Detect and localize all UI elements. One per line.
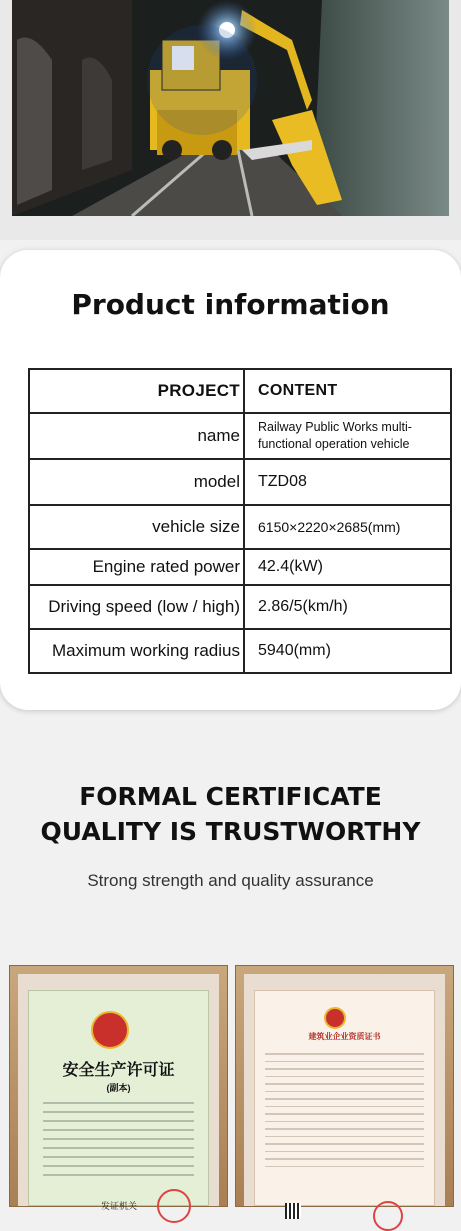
railway-vehicle-photo <box>12 0 449 216</box>
row-value: 6150×2220×2685(mm) <box>244 505 451 549</box>
row-label: vehicle size <box>29 505 244 549</box>
red-seal-icon <box>373 1201 403 1231</box>
construction-qualification-certificate <box>235 965 454 1207</box>
tunnel-scene-illustration <box>12 0 449 216</box>
certificate-text-lines <box>29 1095 208 1183</box>
hero-section <box>0 0 461 240</box>
row-label: Driving speed (low / high) <box>29 585 244 629</box>
row-value: 5940(mm) <box>244 629 451 673</box>
row-label: name <box>29 413 244 459</box>
product-information-card <box>0 250 461 710</box>
row-label: Engine rated power <box>29 549 244 585</box>
red-seal-icon <box>157 1189 191 1223</box>
certificate-text-lines <box>255 1047 434 1173</box>
safety-production-license-certificate <box>9 965 228 1211</box>
table-row <box>29 413 451 459</box>
certificate-issuer-label: 发证机关 <box>101 1201 138 1211</box>
table-row <box>29 629 451 673</box>
content-column-header: CONTENT <box>244 369 451 413</box>
certificate-copy-label: (副本) <box>106 1083 131 1093</box>
product-spec-table <box>28 368 452 674</box>
certificate-title: 建筑业企业资质证书 <box>308 1032 381 1041</box>
row-value: 42.4(kW) <box>244 549 451 585</box>
row-value: 2.86/5(km/h) <box>244 585 451 629</box>
table-row <box>29 549 451 585</box>
certificate-title-line2: QUALITY IS TRUSTWORTHY <box>40 817 421 846</box>
row-label: model <box>29 459 244 505</box>
project-column-header: PROJECT <box>29 369 244 413</box>
qr-code-icon <box>285 1203 301 1219</box>
national-emblem-icon <box>91 1011 129 1049</box>
product-information-title: Product information <box>71 288 390 321</box>
table-row <box>29 585 451 629</box>
row-value: Railway Public Works multi-functional operation vehicle <box>244 413 451 459</box>
table-header-row <box>29 369 451 413</box>
table-row <box>29 459 451 505</box>
national-emblem-icon <box>324 1007 346 1029</box>
certificate-subtitle: Strong strength and quality assurance <box>87 871 374 890</box>
certificate-title: 安全生产许可证 <box>62 1060 175 1079</box>
certificate-paper <box>28 990 209 1211</box>
table-row <box>29 505 451 549</box>
row-value: TZD08 <box>244 459 451 505</box>
certificate-paper <box>254 990 435 1206</box>
certificate-title-line1: FORMAL CERTIFICATE <box>79 782 382 811</box>
row-label: Maximum working radius <box>29 629 244 673</box>
